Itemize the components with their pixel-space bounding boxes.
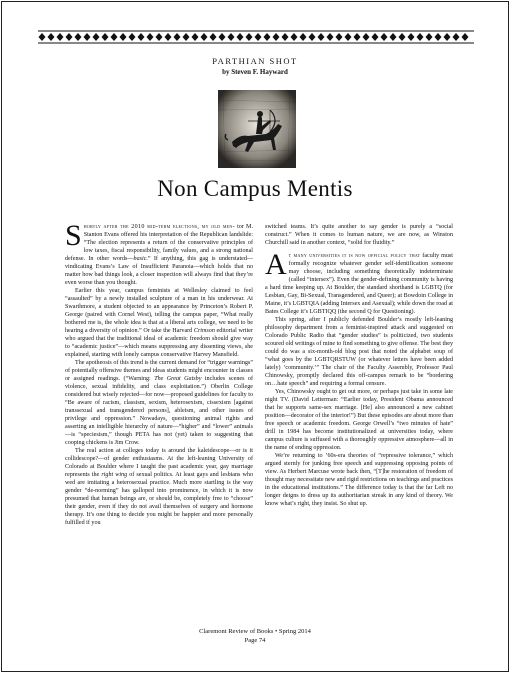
paragraph: We’re returning to ’60s-era theories of “repressive tolerance,” which argued sternly for junking free speech and suppressing opposing points of view. As Herbert Marcuse wrote back then, “[T]he restoration of freedom of thought may necessitate new and rigid restrictions on teachings and practices in the educational institutions.” The difference today is that the far Left no longer deigns to dress up its authoritarian streak in any kind of theory. We know what’s right, they insist. So shut up.: [265, 453, 453, 507]
ornament-diamond: [408, 33, 415, 41]
ornament-diamond: [66, 33, 73, 41]
ornament-diamond: [219, 33, 226, 41]
paragraph: The real action at colleges today is around the kaleidescope—or is it collidescope?—of gender enthusiasms. At the left-leaning University of Colorado at Boulder where I taught the past academic year, gay marriage represents the right wing of sexual politics. At least gays and lesbians who wed are imitating a heterosexual practice. Much more startling is the way gender “de-norming” has galloped into prominence, in which it is now presumed that human beings are, or should be, completely free to “choose” their gender, even if they do not avail themselves of surgery and hormone therapy. It’s one thing to decide you might be happier and more personally fulfilled if you: [65, 448, 254, 526]
ornament-diamond: [165, 33, 172, 41]
ornament-diamond: [426, 33, 433, 41]
ornament-diamond: [354, 33, 361, 41]
paragraph: At many universities it is now official policy that faculty must formally recognize whatever gender self-identification someone may choose, including something theoretically indeterminate (called “intersex”). Even the gender-defining community is having a hard time keeping up. At Boulder, the standard shorthand is LGBTQ (for Lesbian, Gay, Bi-Sexual, Transgendered, and Queer); at Bowdoin College in Maine, it’s LGBTQIA (adding Intersex and Asexual); while down the road at Bates College it’s LGBTIQQ (the second Q for Questioning).: [265, 248, 453, 315]
ornament-diamond: [102, 33, 109, 41]
ornament-diamond: [39, 33, 46, 41]
ornament-diamond: [246, 33, 253, 41]
section-label: PARTHIAN SHOT: [212, 56, 298, 66]
ornament-diamond: [390, 33, 397, 41]
ornament-diamond: [345, 33, 352, 41]
ornament-diamond: [201, 33, 208, 41]
ornament-diamond: [129, 33, 136, 41]
ornament-diamond: [156, 33, 163, 41]
left-column: [65, 219, 254, 527]
drop-cap: A: [265, 248, 287, 281]
ornament-diamond: [462, 33, 469, 41]
ornament-diamond: [264, 33, 271, 41]
decorative-border-ornament: [38, 30, 474, 44]
ornament-diamond: [399, 33, 406, 41]
ornament-diamond: [318, 33, 325, 41]
ornament-diamond: [57, 33, 64, 41]
ornament-diamond: [174, 33, 181, 41]
ornament-diamond: [453, 33, 460, 41]
magazine-page: [1, 1, 509, 672]
ornament-diamond: [300, 33, 307, 41]
ornament-diamond: [183, 33, 190, 41]
ornament-diamond: [309, 33, 316, 41]
article-header: [2, 56, 508, 76]
ornament-diamond: [75, 33, 82, 41]
ornament-diamond: [84, 33, 91, 41]
ornament-diamond: [444, 33, 451, 41]
ornament-diamond: [147, 33, 154, 41]
page-number: Page 74: [244, 636, 266, 644]
ornament-diamond: [120, 33, 127, 41]
right-column: [265, 223, 453, 508]
ornament-diamond: [282, 33, 289, 41]
ornament-diamond: [237, 33, 244, 41]
ornament-diamond: [192, 33, 199, 41]
archer-on-horse-illustration: [218, 90, 296, 168]
ornament-diamond: [417, 33, 424, 41]
paragraph: Earlier this year, campus feminists at Wellesley claimed to feel “assaulted” by a newly installed sculpture of a man in his underwear. At Swarthmore, a student objected to an appearance by Princeton’s Robert P. George (paired with Cornel West), telling the campus paper, “What really bothered me is, the whole idea is that at a liberal arts college, we need to be hearing a diversity of opinion.” Or take the Harvard Crimson editorial writer who argued that the traditional ideal of academic freedom should give way to “academic justice”—which means suppressing any dissenting views, she explained, starting with lonely campus conservative Harvey Mansfield.: [65, 288, 253, 358]
drop-cap: S: [65, 219, 82, 252]
paragraph: switched teams. It’s quite another to say gender is purely a “social construct.” When it comes to human nature, we are now, as Winston Churchill said in another context, “solid for fluidity.”: [265, 224, 453, 246]
ornament-diamond: [273, 33, 280, 41]
article-title: Non Campus Mentis: [157, 176, 353, 201]
ornament-diamond: [138, 33, 145, 41]
ornament-diamond: [228, 33, 235, 41]
ornament-diamond: [327, 33, 334, 41]
ornament-diamond: [93, 33, 100, 41]
paragraph: The apotheosis of this trend is the current demand for “trigger warnings” of potentially offensive themes and ideas students might encounter in classes or assigned readings. (“Warning: The Great Gatsby includes scenes of violence, sexual infidelity, and class exploitation.”) Oberlin College considered but wisely rejected—for now—proposed guidelines for faculty to “Be aware of racism, classism, sexism, heterosexism, cissexism [against transsexual and transgendered persons], ableism, and other issues of privilege and oppression.” Nowadays, questioning animal rights and asserting an intelligible hierarchy of nature—“higher” and “lower” animals—is “speciesism,” though PETA has not (yet) taken to suggesting that cooping chickens is Jim Crow.: [65, 360, 253, 446]
paragraph: This spring, after I publicly defended Boulder’s mostly left-leaning philosophy department from a feminist-inspired attack and suggested on Colorado Public Radio that “gender studies” is politicized, two students scoured old writings of mine to find something to give offense. The best they could do was a six-month-old blog post that noted the alphabet soup of “what goes by the LGBTQRSTUW (or whatever letters have been added lately) ‘community.’” The chair of the Faculty Assembly, Professor Paul Chinowsky, promptly declared this off-campus remark to be “bordering on…hate speech” and requiring a formal censure.: [265, 317, 453, 387]
page-footer: [2, 628, 508, 645]
ornament-diamond: [255, 33, 262, 41]
ornament-diamond: [363, 33, 370, 41]
byline: by Steven F. Hayward: [222, 68, 288, 76]
ornament-diamond: [381, 33, 388, 41]
ornament-diamond: [336, 33, 343, 41]
paragraph: Yes, Chinowsky ought to get out more, or perhaps just take in some late night TV. (David Letterman: “Earlier today, President Obama announced that he supports same-sex marriage. [He] also announced a new cabinet position—decorator of the interior!”) But these episodes are about more than free speech or academic freedom. George Orwell’s “two minutes of hate” drill in 1984 has become institutionalized at universities today, where campus culture is suffused with a thoroughly oppressive atmosphere—all in the name of ending oppression.: [265, 389, 453, 451]
ornament-diamond: [111, 33, 118, 41]
ornament-diamond: [291, 33, 298, 41]
paragraph: Shortly after the 2010 mid-term elections, my old men- tor M. Stanton Evans offered his interpretation of the Republican landslide: “The election represents a return of the conservative principles of low taxes, fiscal responsibility, family values, and a strong national defense. In other words—basic.” If anything, this gag is understated—vindicating Evans’s Law of Insufficient Paranoia—which holds that no matter how bad things look, a closer inspection will always find that they’re even worse than you thought.: [65, 219, 253, 286]
ornament-diamond: [372, 33, 379, 41]
publication-line: Claremont Review of Books • Spring 2014: [199, 628, 311, 635]
ornament-diamond: [48, 33, 55, 41]
ornament-diamond: [210, 33, 217, 41]
ornament-diamond: [435, 33, 442, 41]
